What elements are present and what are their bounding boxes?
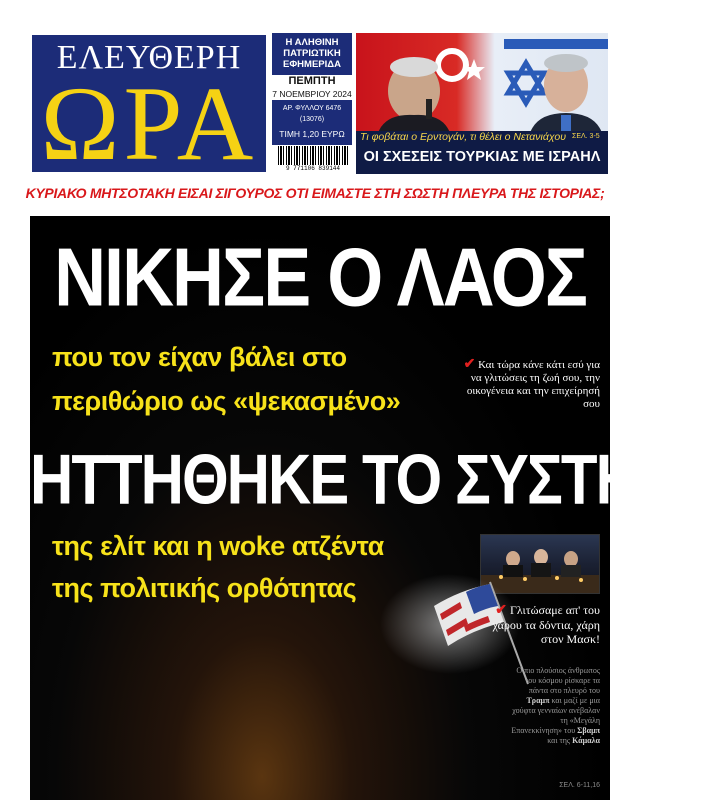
top-story-caption: Τι φοβάται ο Ερντογάν, τι θέλει ο Νετανιάχου	[360, 131, 567, 143]
barcode-bars	[278, 146, 348, 165]
main-headline-2: ΗΤΤΗΘΗΚΕ ΤΟ ΣΥΣΤΗΜΑ	[30, 439, 726, 519]
side-note-2-text: Γλιτώσαμε απ' του χάρου τα δόντια, χάρη στον Μασκ!	[492, 603, 600, 646]
top-story-page-ref: ΣΕΛ. 3-5	[572, 133, 600, 140]
main-subheadline-1b: περιθώριο ως «ψεκασμένο»	[52, 386, 401, 416]
side-note-3-text-c: και της	[547, 736, 573, 745]
side-note-3-schwab: Σβαμπ	[577, 726, 600, 735]
barcode-number: 9 771106 839144	[285, 165, 340, 172]
strip-headline: ΚΥΡΙΑΚΟ ΜΗΤΣΟΤΑΚΗ ΕΙΣΑΙ ΣΙΓΟΥΡΟΣ ΟΤΙ ΕΙΜΑΣΤΕ ΣΤΗ ΣΩΣΤΗ ΠΛΕΥΡΑ ΤΗΣ ΙΣΤΟΡΙΑΣ;	[25, 185, 605, 201]
logo-title-top: ΕΛΕΥΘΕΡΗ	[56, 39, 242, 76]
side-note-2	[475, 603, 600, 646]
red-strip	[0, 182, 630, 205]
main-headline-1: ΝΙΚΗΣΕ Ο ΛΑΟΣ	[54, 232, 586, 324]
main-subheadline-2a: της ελίτ και η woke ατζέντα	[52, 531, 384, 561]
side-note-3-trump: Τραμπ	[526, 696, 550, 705]
side-note-3-kamala: Κάμαλα	[572, 736, 600, 745]
turkish-crescent-icon	[438, 51, 466, 79]
check-icon: ✔	[463, 357, 476, 372]
logo-title-main: ΩΡΑ	[40, 65, 258, 182]
side-note-3-text-b: και μαζί με μια χούφτα γενναίων ανέβαλαν τη «Μεγάλη Επανεκκίνηση» του	[511, 696, 600, 735]
main-subheadline-1a: που τον είχαν βάλει στο	[52, 342, 347, 372]
side-note-3	[510, 666, 600, 746]
tagline-line-2: ΠΑΤΡΙΩΤΙΚΗ	[283, 48, 341, 59]
top-story-caption-box	[356, 131, 608, 174]
main-page-ref: ΣΕΛ. 6-11,16	[559, 782, 600, 789]
side-note-3-text-a: Ο πιο πλούσιος άνθρωπος του κόσμου ρίσκαρε τα πάντα στο πλευρό του	[516, 666, 600, 695]
tagline-line-1: Η ΑΛΗΘΙΝΗ	[285, 37, 339, 48]
microphone-icon	[426, 99, 432, 119]
side-note-1-text: Και τώρα κάνε κάτι εσύ για να γλιτώσεις τη ζωή σου, την οικογένεια και την επιχείρησή σου	[466, 359, 600, 410]
check-icon-2: ✔	[495, 603, 507, 618]
top-story-photo	[356, 33, 608, 141]
issue-price: ΤΙΜΗ 1,20 ΕΥΡΩ	[279, 129, 345, 139]
main-story	[30, 216, 726, 800]
erdogan-netanyahu-photo	[356, 33, 608, 141]
issue-info-box	[272, 33, 352, 145]
masthead-logo	[30, 33, 268, 182]
top-story-headline: ΟΙ ΣΧΕΣΕΙΣ ΤΟΥΡΚΙΑΣ ΜΕ ΙΣΡΑΗΛ	[363, 149, 601, 165]
tagline-line-3: ΕΦΗΜΕΡΙΔΑ	[283, 59, 341, 70]
issue-number: ΑΡ. ΦΥΛΛΟΥ 6476 (13076)	[282, 105, 342, 123]
issue-date: 7 ΝΟΕΜΒΡΙΟΥ 2024	[272, 89, 352, 99]
main-subheadline-2b: της πολιτικής ορθότητας	[52, 573, 357, 603]
side-note-1	[462, 358, 600, 411]
issue-day: ΠΕΜΠΤΗ	[272, 75, 352, 88]
barcode	[276, 146, 350, 172]
